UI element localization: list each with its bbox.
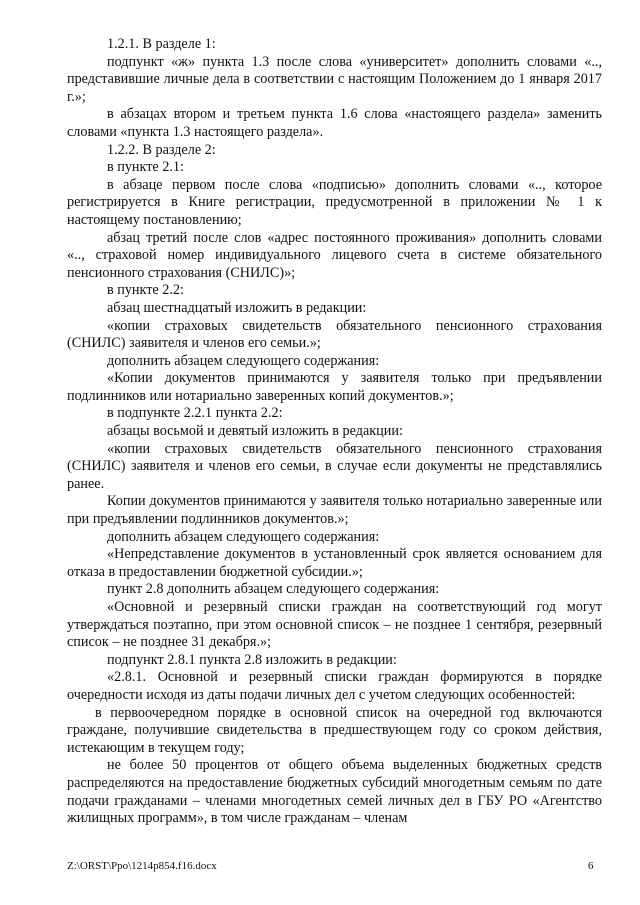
document-body	[67, 36, 602, 828]
paragraph: в подпункте 2.2.1 пункта 2.2:	[107, 405, 283, 422]
paragraph: «Основной и резервный списки граждан на соответствующий год могут утверждаться поэтапно, при этом основной список – не позднее 1 сентября, резервный список – не позднее 31 декабря.»;	[67, 599, 602, 651]
paragraph: абзацы восьмой и девятый изложить в редакции:	[107, 423, 403, 440]
paragraph: в пункте 2.2:	[107, 282, 184, 299]
paragraph-1-2-2-heading: 1.2.2. В разделе 2:	[107, 141, 216, 158]
paragraph: «2.8.1. Основной и резервный списки граждан формируются в порядке очередности исходя из даты подачи личных дел с учетом следующих особенностей:	[67, 669, 602, 703]
paragraph: абзац шестнадцатый изложить в редакции:	[107, 299, 367, 316]
paragraph: пункт 2.8 дополнить абзацем следующего содержания:	[107, 581, 440, 598]
paragraph: абзац третий после слов «адрес постоянного проживания» дополнить словами «.., страховой номер индивидуального лицевого счета в системе обязательного пенсионного страхования (СНИЛС)»;	[67, 229, 602, 281]
paragraph: в первоочередном порядке в основной список на очередной год включаются граждане, получившие свидетельства в предшествующем году со сроком действия, истекающим в текущем году;	[67, 704, 602, 756]
paragraph: «копии страховых свидетельств обязательного пенсионного страхования (СНИЛС) заявителя и членов его семьи, в случае если документы не представлялись ранее.	[67, 440, 602, 492]
paragraph-1-2-1-heading: 1.2.1. В разделе 1:	[107, 36, 216, 52]
paragraph: не более 50 процентов от общего объема выделенных бюджетных средств распределяются на предоставление бюджетных субсидий многодетным семьям по дате подачи гражданами – членами многодетных семей личных дел в ГБУ РО «Агентство жилищных программ», в том числе гражданам – членам	[67, 757, 602, 827]
paragraph: в пункте 2.1:	[107, 159, 184, 176]
paragraph: дополнить абзацем следующего содержания:	[107, 528, 380, 545]
footer-page-number: 6	[588, 860, 594, 872]
paragraph: дополнить абзацем следующего содержания:	[107, 352, 380, 369]
paragraph: в абзаце первом после слова «подписью» дополнить словами «.., которое регистрируется в Книге регистрации, предусмотренной в приложении № 1 к настоящему постановлению;	[67, 176, 602, 228]
paragraph: подпункт 2.8.1 пункта 2.8 изложить в редакции:	[107, 651, 397, 668]
paragraph: «Непредставление документов в установленный срок является основанием для отказа в предоставлении бюджетной субсидии.»;	[67, 546, 602, 580]
paragraph: «Копии документов принимаются у заявителя только при предъявлении подлинников или нотариально заверенных копий документов.»;	[67, 370, 602, 404]
paragraph: подпункт «ж» пункта 1.3 после слова «университет» дополнить словами «.., представившие личные дела в соответствии с настоящим Положением до 1 января 2017 г.»;	[67, 53, 602, 105]
footer-file-path: Z:\ORST\Ppo\1214p854.f16.docx	[67, 860, 217, 872]
paragraph: в абзацах втором и третьем пункта 1.6 слова «настоящего раздела» заменить словами «пункта 1.3 настоящего раздела».	[67, 106, 602, 140]
paragraph: Копии документов принимаются у заявителя только нотариально заверенные или при предъявлении подлинников документов.»;	[67, 493, 602, 528]
paragraph: «копии страховых свидетельств обязательного пенсионного страхования (СНИЛС) заявителя и членов его семьи.»;	[67, 317, 602, 352]
